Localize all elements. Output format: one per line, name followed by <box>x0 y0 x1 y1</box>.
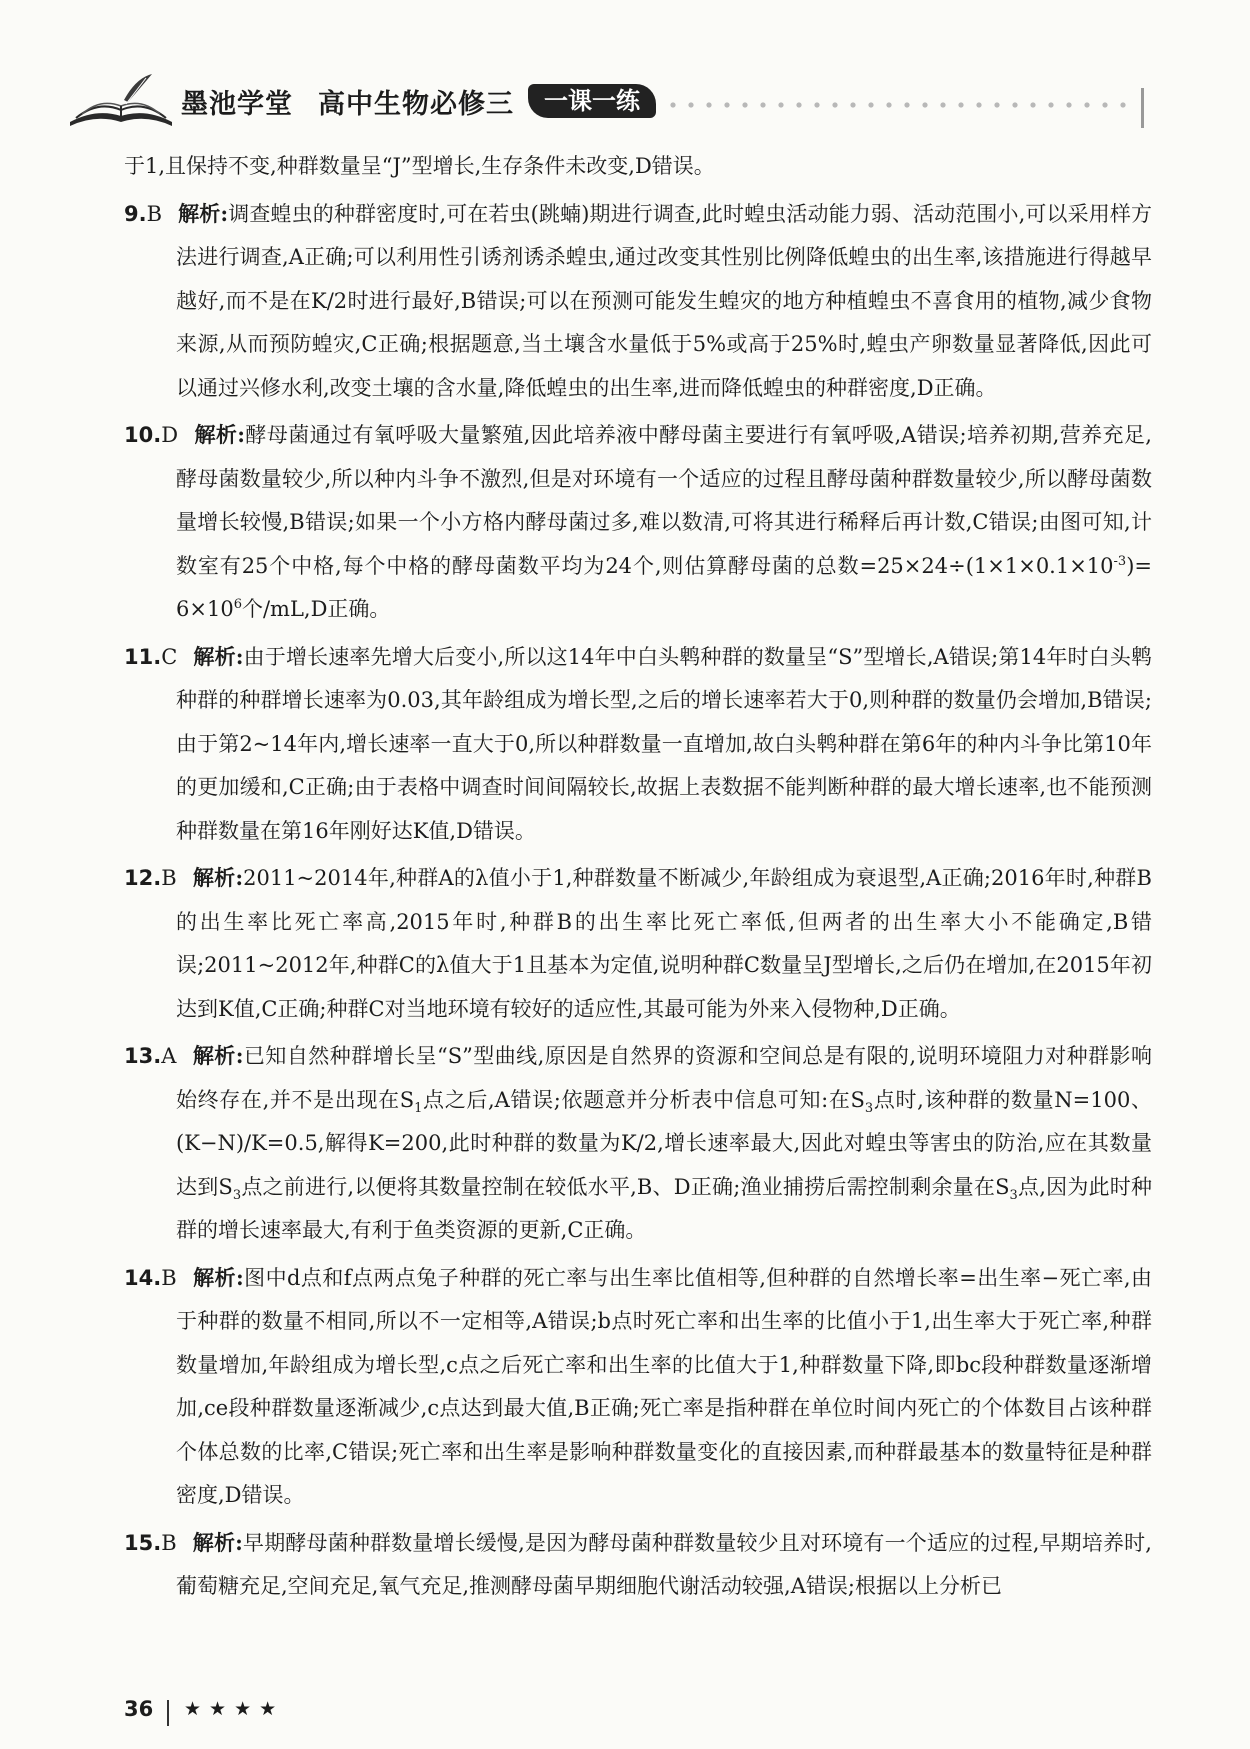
dotted-divider <box>664 102 1134 108</box>
analysis-text: 点,因为此时种群的增长速率最大,有利于鱼类资源的更新,C正确。 <box>176 1174 1152 1242</box>
question-number: 10. <box>124 423 162 447</box>
header-end-bar <box>1141 88 1144 128</box>
answer-letter: B <box>161 1265 177 1290</box>
answer-letter: B <box>161 1530 177 1555</box>
analysis-label: 解析: <box>193 643 244 669</box>
analysis-text: 已知自然种群增长呈“S”型曲线,原因是自然界的资源和空间总是有限的,说明环境阻力对种群影响始终存在,并不是出现在S <box>176 1044 1152 1112</box>
subscript: 3 <box>864 1100 874 1116</box>
book-quill-logo-icon <box>66 70 176 130</box>
question-number: 9. <box>124 201 147 226</box>
question-number: 11. <box>124 644 162 669</box>
answer-entry-14 <box>124 1256 1152 1518</box>
answer-letter: B <box>146 201 163 226</box>
answer-entry-10 <box>124 413 1152 632</box>
analysis-text: 早期酵母菌种群数量增长缓慢,是因为酵母菌种群数量较少且对环境有一个适应的过程,早期培养时,葡萄糖充足,空间充足,氧气充足,推测酵母菌早期细胞代谢活动较强,A错误;根据以上分析已 <box>176 1530 1152 1598</box>
analysis-label: 解析: <box>192 1264 244 1290</box>
question-number: 12. <box>124 866 162 890</box>
answer-letter: C <box>161 644 178 669</box>
exponent: 6 <box>233 597 242 612</box>
analysis-text-mid: )= 6×10 <box>176 553 1152 621</box>
difficulty-stars-icon: ★★★★ <box>184 1698 285 1720</box>
answer-letter: D <box>161 423 179 447</box>
series-badge: 一课一练 <box>528 84 656 118</box>
intro-line: 于1,且保持不变,种群数量呈“J”型增长,生存条件未改变,D错误。 <box>124 154 715 178</box>
analysis-text: 点时,该种群的数量N=100、(K−N)/K=0.5,解得K=200,此时种群的数量为K/2,增长速率最大,因此对蝗虫等害虫的防治,应在其数量达到S <box>176 1087 1152 1199</box>
analysis-label: 解析: <box>178 200 229 226</box>
question-number: 15. <box>124 1530 162 1555</box>
analysis-text: 图中d点和f点两点兔子种群的死亡率与出生率比值相等,但种群的自然增长率=出生率−死亡率,由于种群的数量不相同,所以不一定相等,A错误;b点时死亡率和出生率的比值小于1,出生率大于死亡率,种群数量增加,年龄组成为增长型,c点之后死亡率和出生率的比值大于1,种群数量下降,即bc段种群数量逐渐增加,ce段种群数量逐渐减少,c点达到最大值,B正确;死亡率是指种群在单位时间内死亡的个体数目占该种群个体总数的比率,C错误;死亡率和出生率是影响种群数量变化的直接因素,而种群最基本的数量特征是种群密度,D错误。 <box>176 1265 1152 1507</box>
page-number: 36 <box>124 1697 154 1721</box>
answer-letter: A <box>161 1044 177 1068</box>
subscript: 3 <box>1009 1187 1018 1203</box>
answer-entry-11 <box>124 635 1152 854</box>
book-title: 高中生物必修三 <box>318 89 514 120</box>
analysis-text: 由于增长速率先增大后变小,所以这14年中白头鹎种群的数量呈“S”型增长,A错误;第14年时白头鹎种群的种群增长速率为0.03,其年龄组成为增长型,之后的增长速率若大于0,则种群的数量仍会增加,B错误;由于第2~14年内,增长速率一直大于0,所以种群数量一直增加,故白头鹎种群在第6年的种内斗争比第10年的更加缓和,C正确;由于表格中调查时间间隔较长,故据上表数据不能判断种群的最大增长速率,也不能预测种群数量在第16年刚好达K值,D错误。 <box>176 644 1152 843</box>
subscript: 1 <box>414 1100 423 1116</box>
analysis-text: 点之前进行,以便将其数量控制在较低水平,B、D正确;渔业捕捞后需控制剩余量在S <box>241 1174 1010 1199</box>
analysis-label: 解析: <box>194 422 246 447</box>
analysis-text: 酵母菌通过有氧呼吸大量繁殖,因此培养液中酵母菌主要进行有氧呼吸,A错误;培养初期,营养充足,酵母菌数量较少,所以种内斗争不激烈,但是对环境有一个适应的过程且酵母菌种群数量较少,所以酵母菌数量增长较慢,B错误;如果一个小方格内酵母菌过多,难以数清,可将其进行稀释后再计数,C错误;由图可知,计数室有25个中格,每个中格的酵母菌数平均为24个,则估算酵母菌的总数=25×24÷(1×1×0.1×10 <box>176 423 1152 578</box>
analysis-label: 解析: <box>192 1043 244 1068</box>
analysis-text: 调查蝗虫的种群密度时,可在若虫(跳蝻)期进行调查,此时蝗虫活动能力弱、活动范围小,可以采用样方法进行调查,A正确;可以利用性引诱剂诱杀蝗虫,通过改变其性别比例降低蝗虫的出生率,该措施进行得越早越好,而不是在K/2时进行最好,B错误;可以在预测可能发生蝗灾的地方种植蝗虫不喜食用的植物,减少食物来源,从而预防蝗灾,C正确;根据题意,当土壤含水量低于5%或高于25%时,蝗虫产卵数量显著降低,因此可以通过兴修水利,改变土壤的含水量,降低蝗虫的出生率,进而降低蝗虫的种群密度,D正确。 <box>176 201 1152 400</box>
answer-entry-9 <box>124 192 1152 411</box>
answer-letter: B <box>161 866 177 890</box>
analysis-label: 解析: <box>192 1529 243 1555</box>
exponent: -3 <box>1113 553 1127 569</box>
subscript: 3 <box>232 1187 242 1203</box>
analysis-text-end: 个/mL,D正确。 <box>241 597 391 621</box>
answer-entry-12 <box>124 856 1152 1031</box>
question-number: 14. <box>124 1265 162 1290</box>
brand-name: 墨池学堂 <box>181 89 293 120</box>
footer-separator <box>167 1700 169 1726</box>
answer-entry-15 <box>124 1521 1152 1609</box>
answer-entry-13 <box>124 1034 1152 1253</box>
analysis-text: 点之后,A错误;依题意并分析表中信息可知:在S <box>422 1087 865 1112</box>
answer-content <box>124 145 1152 1609</box>
page-header <box>66 70 1146 130</box>
question-number: 13. <box>124 1044 162 1068</box>
analysis-label: 解析: <box>192 865 244 890</box>
analysis-text: 2011~2014年,种群A的λ值小于1,种群数量不断减少,年龄组成为衰退型,A正确;2016年时,种群B的出生率比死亡率高,2015年时,种群B的出生率比死亡率低,但两者的出生率大小不能确定,B错误;2011~2012年,种群C的λ值大于1且基本为定值,说明种群C数量呈J型增长,之后仍在增加,在2015年初达到K值,C正确;种群C对当地环境有较好的适应性,其最可能为外来入侵物种,D正确。 <box>176 866 1152 1021</box>
